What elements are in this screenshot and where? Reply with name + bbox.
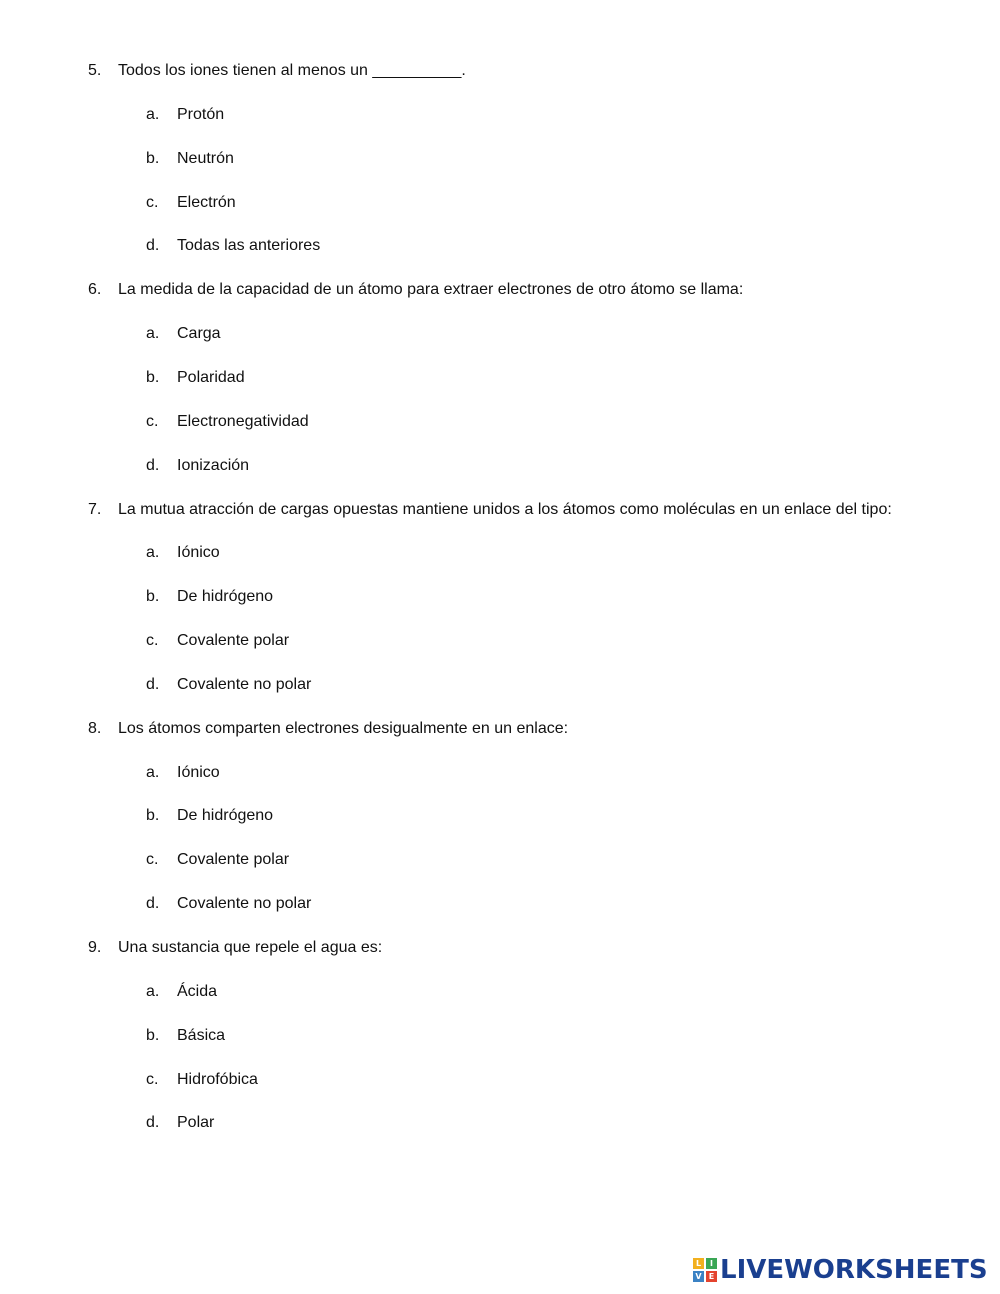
option-text: Polaridad	[177, 368, 245, 386]
option-text: Básica	[177, 1026, 226, 1044]
option-text: Todas las anteriores	[177, 237, 321, 255]
option-letter: d.	[146, 237, 160, 255]
option-text: Covalente polar	[177, 851, 290, 869]
option-letter: d.	[146, 1114, 160, 1132]
option-letter: b.	[146, 368, 160, 386]
option-text: Hidrofóbica	[177, 1070, 258, 1088]
question-number: 8.	[88, 719, 102, 737]
option-letter: b.	[146, 1026, 160, 1044]
option-text: Iónico	[177, 763, 220, 781]
option-letter: d.	[146, 895, 160, 913]
option-letter: d.	[146, 675, 160, 693]
option-text: Covalente no polar	[177, 675, 312, 693]
option-text: Covalente no polar	[177, 895, 312, 913]
option-text: Neutrón	[177, 149, 234, 167]
option-letter: c.	[146, 851, 159, 869]
question-text: La mutua atracción de cargas opuestas mantiene unidos a los átomos como moléculas en un enlace del tipo:	[118, 500, 892, 518]
option-text: Ácida	[177, 982, 218, 1000]
option-text: Protón	[177, 105, 225, 123]
option-letter: d.	[146, 456, 160, 474]
option-letter: c.	[146, 412, 159, 430]
option-text: Polar	[177, 1114, 215, 1132]
option-text: Electronegatividad	[177, 412, 309, 430]
option-letter: c.	[146, 1070, 159, 1088]
option-text: Covalente polar	[177, 632, 290, 650]
option-letter: a.	[146, 763, 160, 781]
liveworksheets-logo	[693, 1255, 989, 1285]
brand-name: LIVEWORKSHEETS	[720, 1255, 988, 1285]
option-letter: a.	[146, 982, 160, 1000]
option-text: Electrón	[177, 193, 236, 211]
logo-letter: L	[693, 1258, 704, 1269]
option-text: Iónico	[177, 544, 220, 562]
question-text: Una sustancia que repele el agua es:	[118, 939, 383, 956]
question-number: 9.	[88, 939, 102, 956]
option-letter: b.	[146, 588, 160, 606]
option-letter: a.	[146, 105, 160, 123]
logo-letter: E	[706, 1271, 717, 1282]
option-text: De hidrógeno	[177, 807, 274, 825]
question-number: 6.	[88, 281, 102, 299]
option-letter: c.	[146, 193, 159, 211]
logo-letter: I	[706, 1258, 717, 1269]
option-text: Ionización	[177, 456, 250, 474]
question-number: 7.	[88, 500, 102, 518]
option-letter: b.	[146, 807, 160, 825]
option-text: De hidrógeno	[177, 588, 274, 606]
option-letter: b.	[146, 149, 160, 167]
option-letter: c.	[146, 632, 159, 650]
option-letter: a.	[146, 544, 160, 562]
logo-letter: V	[693, 1271, 704, 1282]
live-badge-icon	[693, 1258, 717, 1282]
question-text: Los átomos comparten electrones desigualmente en un enlace:	[118, 719, 569, 737]
option-text: Carga	[177, 325, 221, 343]
question-text: La medida de la capacidad de un átomo para extraer electrones de otro átomo se llama:	[118, 281, 744, 299]
question-text: Todos los iones tienen al menos un __________.	[118, 62, 466, 79]
option-letter: a.	[146, 325, 160, 343]
question-number: 5.	[88, 62, 102, 79]
